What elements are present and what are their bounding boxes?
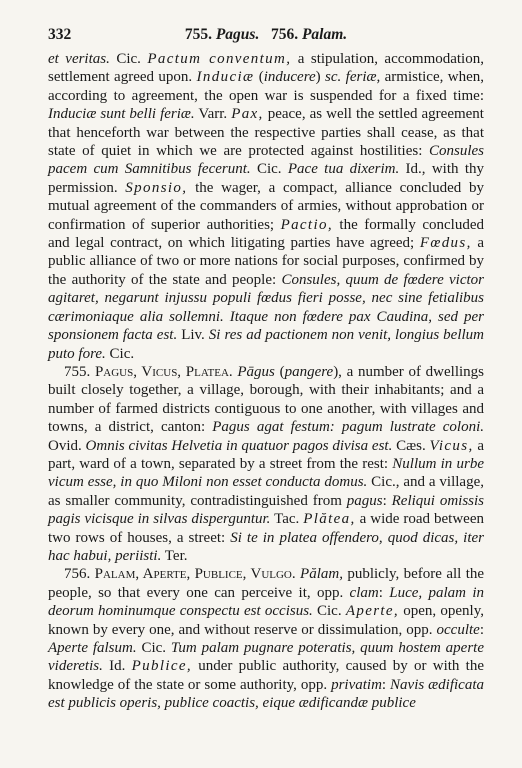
text-run: a wide road between two rows of houses, a street: <box>48 511 484 546</box>
heading-b-word: Palam. <box>301 26 348 43</box>
text-run: ) <box>315 69 326 86</box>
text-run: 756. <box>64 566 95 583</box>
text-run: et veritas. <box>48 51 110 67</box>
text-run: Cæs. <box>392 437 430 454</box>
text-run: Induciæ <box>196 69 255 86</box>
text-run: the wager, a compact, alliance concluded by mutual agreement of the commanders of armies, without approbation or confirmation of superior authorities; <box>48 179 484 233</box>
text-run: : <box>382 492 392 509</box>
text-run: Aperte, <box>345 603 400 620</box>
text-run: privatim <box>331 676 382 693</box>
heading-b-number: 756. <box>270 26 299 43</box>
text-run: Publice, <box>131 658 192 675</box>
text-run: Id. <box>102 658 132 675</box>
text-run: Cic. <box>136 640 171 656</box>
text-run: Ovid. <box>48 437 86 454</box>
text-run: Vicus, <box>429 437 474 454</box>
text-run: under public authority, caused by or with the knowledge of the state or some authority, opp. <box>48 658 484 693</box>
text-run: Nullum in urbe vicum esse, in quo Miloni non esset conducta domus. <box>48 455 484 491</box>
heading-a-number: 755. <box>184 26 212 43</box>
text-run: Fœdus, <box>419 235 472 252</box>
text-run: Cic., and a village, as smaller community, contradistinguished from <box>48 474 484 509</box>
text-run: Si te in platea offendero, quod dicas, iter hac habui, periisti. <box>48 529 484 564</box>
text-run: open, openly, known by every one, and without reserve or dissimulation, opp. <box>48 603 484 638</box>
text-run: a stipulation, accommodation, settlement agreed upon. <box>48 51 484 86</box>
text-run: Sponsio, <box>125 179 188 196</box>
text-run: Cic. <box>312 603 346 620</box>
text-run: Liv. <box>177 327 209 344</box>
text-run: : <box>381 676 391 693</box>
text-run: ( <box>274 363 285 380</box>
text-run: pangere <box>284 363 334 380</box>
text-run: Palam, Aperte, Publice, Vulgo. <box>94 566 296 583</box>
text-run: armistice, when, according to agreement, the open war is suspended for a fixed time: <box>48 69 484 104</box>
text-run: Luce, palam in deorum hominumque conspectu est occisus. <box>48 584 484 620</box>
text-run: : <box>378 584 390 601</box>
running-header <box>48 24 484 50</box>
text-run: Id., with thy permission. <box>48 161 484 196</box>
text-run: Pax, <box>231 106 264 123</box>
text-run: Tum palam pugnare poteratis, quum hostem aperte videretis. <box>48 640 484 675</box>
text-run: a public alliance of two or more nations for social purposes, confirmed by the authority of the state and people: <box>48 235 484 288</box>
text-run: Cic. <box>109 51 148 67</box>
text-run: Pace tua dixerim. <box>287 161 400 178</box>
text-run: Cic. <box>105 345 135 362</box>
text-run: Plătea, <box>303 511 356 528</box>
text-run: Si res ad pactionem non venit, longius bellum puto fore. <box>48 327 485 362</box>
text-run: Pălam, <box>300 566 343 583</box>
paragraph-755 <box>48 363 484 565</box>
text-run: Navis ædificata est publicis operis, publice coactis, eique ædificandæ publice <box>48 676 484 712</box>
text-run: the formally concluded and legal contract, on which litigating parties have agreed; <box>48 216 484 252</box>
text-run: a part, ward of a town, separated by a street from the rest: <box>48 437 484 472</box>
text-run: Consules pacem cum Samnitibus fecerunt. <box>48 143 484 178</box>
text-run: Pactio, <box>280 216 333 233</box>
text-run: Pagus, Vicus, Platea. <box>94 363 233 380</box>
text-run: Consules, quum de fœdere victor agitaret, negarunt injussu populi fœdus fieri posse, nec sine fetialibus cærimoniaque alia sollemni. Itaque non fœdere pax Caudina, sed per sponsionem facta est. <box>48 271 484 344</box>
text-run: Omnis civitas Helvetia in quatuor pagos divisa est. <box>85 437 393 454</box>
paragraph-continued <box>48 50 484 363</box>
text-run: 755. <box>64 363 95 380</box>
text-run: clam <box>349 584 379 601</box>
text-run: Ter. <box>161 547 188 564</box>
text-run: Aperte falsum. <box>48 640 137 656</box>
text-run: Varr. <box>194 106 232 123</box>
text-run: peace, as well the settled agreement that henceforth war between the respective parties shall cease, as that state of quiet in which we are protected against hostilities: <box>48 106 484 160</box>
running-title <box>48 26 484 44</box>
text-run: sc. feriæ, <box>325 69 381 86</box>
text-run: pagus <box>346 492 383 509</box>
text-run: ( <box>254 69 264 86</box>
text-run: Pactum conventum, <box>147 51 292 67</box>
page-number: 332 <box>48 26 72 43</box>
heading-a-word: Pagus. <box>215 26 260 43</box>
text-run: Pāgus <box>237 363 275 380</box>
text-run: Cic. <box>250 161 288 178</box>
body-text <box>48 50 484 713</box>
text-run: occulte <box>436 621 480 638</box>
text-run: Reliqui omissis pagis vicisque in silvas disperguntur. <box>48 492 484 528</box>
text-run: Pagus agat festum: pagum lustrate coloni. <box>212 419 484 436</box>
text-run: ), a number of dwellings built closely together, a village, borough, with their inhabitants; and a number of farmed districts contiguous to one another, with villages and towns, a district, canton: <box>48 363 485 436</box>
text-run: publicly, before all the people, so that every one can perceive it, opp. <box>48 566 485 601</box>
text-run: inducere <box>263 69 316 86</box>
paragraph-756 <box>48 565 484 712</box>
text-run: Tac. <box>270 511 304 528</box>
text-run: : <box>479 621 484 638</box>
text-run: Induciæ sunt belli feriæ. <box>48 106 195 123</box>
